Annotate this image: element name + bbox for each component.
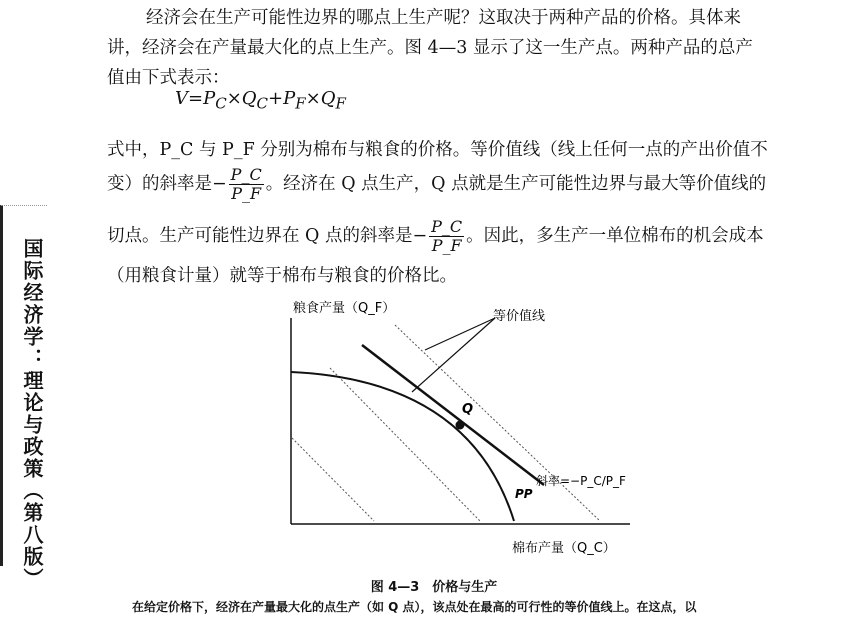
ppf-curve xyxy=(291,372,514,521)
fraction-numerator: P_C xyxy=(431,217,463,236)
point-q-label: Q xyxy=(462,402,474,417)
paragraph-1-line-1: 经济会在生产可能性边界的哪点上生产呢？这取决于两种产品的价格。具体来 xyxy=(146,8,741,28)
value-equation: $V=P_C\times Q_C+P_F\times Q_F$ xyxy=(175,88,346,113)
paragraph-2-line-4: （用粮食计量）就等于棉布与粮食的价格比。 xyxy=(107,266,457,286)
fraction-denominator: P_F xyxy=(431,236,462,255)
figure-caption: 图 4—3 价格与生产 xyxy=(370,580,498,595)
paragraph-1-line-2: 讲，经济会在产量最大化的点上生产。图 4—3 显示了这一生产点。两种产品的总产 xyxy=(107,38,753,58)
fraction-denominator: P_F xyxy=(231,184,262,203)
paragraph-2-line-3-start: 切点。生产可能性边界在 Q 点的斜率是− xyxy=(107,226,428,246)
figure-footnote: 在给定价格下，经济在产量最大化的点生产（如 Q 点），该点处在最高的可行性的等价值线上。在这点，以 xyxy=(132,600,697,614)
y-axis-label: 粮食产量（Q_F） xyxy=(293,301,396,316)
point-q-marker xyxy=(456,421,465,430)
tangent-isovalue-line xyxy=(362,345,544,485)
paragraph-2-line-2-start: 变）的斜率是− xyxy=(107,174,227,194)
ppf-label: PP xyxy=(515,487,533,501)
paragraph-2-line-1: 式中，P_C 与 P_F 分别为棉布与粮食的价格。等价值线（线上任何一点的产出价值不 xyxy=(107,140,768,160)
x-axis-label: 棉布产量（Q_C） xyxy=(512,541,616,556)
slope-label: 斜率=−P_C/P_F xyxy=(536,474,626,488)
label-pointer-1 xyxy=(425,318,495,350)
isovalue-label: 等价值线 xyxy=(493,309,546,324)
book-title-vertical: 国际经济学：理论与政策（第八版） xyxy=(20,238,44,590)
paragraph-1-line-3: 值由下式表示： xyxy=(107,68,230,88)
fraction-numerator: P_C xyxy=(230,165,262,184)
paragraph-2-line-2-end: 。经济在 Q 点生产，Q 点就是生产可能性边界与最大等价值线的 xyxy=(265,174,767,194)
isovalue-line-high xyxy=(395,325,600,521)
isovalue-line-mid xyxy=(330,368,480,521)
paragraph-2-line-3-end: 。因此，多生产一单位棉布的机会成本 xyxy=(466,226,764,246)
isovalue-line-low xyxy=(292,438,374,521)
